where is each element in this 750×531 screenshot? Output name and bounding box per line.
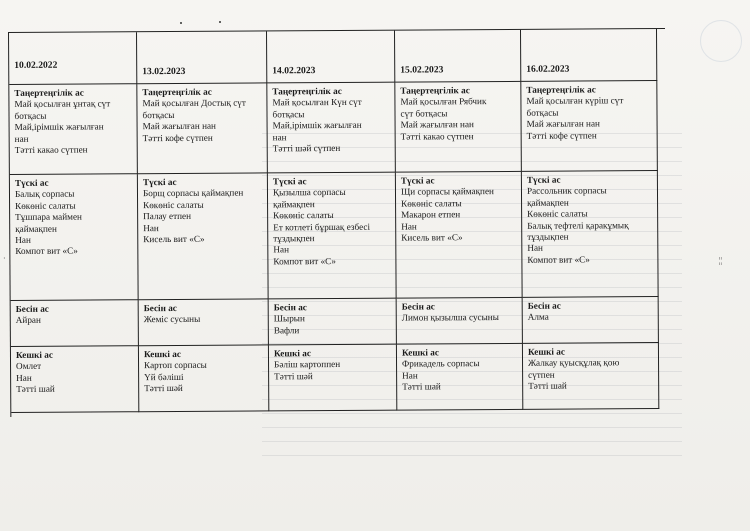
dish-line: Үй бәліші [144, 371, 184, 382]
dish-line: қаймақпен [527, 197, 569, 208]
dish-line: Тәтті кофе сүтпен [142, 132, 213, 143]
dish-line: Алма [527, 312, 549, 323]
dish-line: Тәтті шай [402, 381, 441, 392]
dish-line: ботқасы [526, 107, 559, 118]
dish-line: Фрикадель сорпасы [402, 358, 480, 370]
dish-line: Ет котлеті бұршақ езбесі [273, 221, 371, 233]
dish-line: қаймақпен [15, 223, 57, 234]
dish-line: Жалкау қуысқұлақ қою [528, 357, 620, 369]
menu-cell [10, 174, 139, 301]
dish-line: Май қосылған ұнтақ сүт [14, 98, 111, 110]
dish-line: Май жағылған нан [400, 119, 474, 130]
meal-title: Бесін ас [527, 300, 561, 311]
date-header [267, 31, 395, 84]
meal-title: Кешкі ас [143, 348, 181, 360]
dish-line: Шырын [273, 313, 305, 324]
dish-line: Нан [16, 372, 32, 383]
dish-line: Нан [143, 222, 159, 233]
dish-line: ботқасы [272, 109, 305, 120]
dish-line: Тұшпара маймен [15, 211, 82, 223]
meal-title: Түскі ас [526, 174, 561, 185]
date-header [137, 31, 267, 84]
dish-line: Тәтті шәй сүтпен [272, 143, 341, 154]
menu-cell [269, 345, 397, 412]
menu-cell [521, 81, 658, 172]
dish-line: тұздықпен [527, 231, 569, 242]
menu-cell [523, 343, 659, 410]
dish-line: Жеміс сусыны [143, 314, 201, 325]
dish-line: ботқасы [14, 110, 47, 121]
meal-title: Таңертеңгілік ас [272, 85, 342, 97]
dish-line: Компот вит «С» [273, 255, 336, 267]
date-label: 13.02.2023 [142, 65, 186, 77]
date-header [9, 32, 137, 85]
dish-line: Май қосылған Күн сүт [272, 97, 362, 108]
meal-title: Түскі ас [272, 176, 307, 187]
menu-cell [268, 173, 397, 300]
menu-cell [137, 83, 268, 174]
dish-line: тұздықпен [273, 233, 315, 244]
dish-line: Тәтті шай [528, 380, 567, 392]
dish-line: Вафли [273, 325, 300, 336]
dish-line: Тәтті шәй [144, 383, 183, 394]
dish-line: Нан [15, 234, 31, 245]
meal-title: Кешкі ас [527, 346, 565, 357]
dish-line: Балық тефтелі қаракұмық [527, 219, 629, 231]
dish-line: Көкөніс салаты [15, 200, 76, 211]
dish-line: Картоп сорпасы [144, 360, 207, 371]
menu-cell [11, 300, 139, 347]
menu-cell [139, 345, 269, 412]
dish-line: Май,ірімшік жағылған [272, 120, 362, 131]
menu-cell [397, 344, 523, 411]
dish-line: Тәтті кофе сүтпен [526, 130, 597, 141]
dish-line: Борщ сорпасы қаймақпен [142, 187, 244, 199]
menu-cell [397, 298, 523, 345]
menu-cell [396, 172, 523, 299]
date-header [521, 29, 657, 82]
meal-title: Түскі ас [142, 176, 177, 188]
meal-title: Бесін ас [401, 301, 435, 312]
dish-line: Нан [527, 243, 544, 254]
menu-cell [267, 83, 396, 174]
dish-line: Омлет [16, 361, 42, 372]
dish-line: нан [14, 133, 29, 144]
dish-line: ботқасы [142, 109, 175, 120]
date-label: 16.02.2023 [526, 63, 570, 75]
meal-title: Таңертеңгілік ас [400, 85, 470, 96]
meal-title: Кешкі ас [15, 349, 53, 360]
menu-cell [522, 171, 659, 298]
dish-line: Тәтті какао сүтпен [400, 130, 474, 142]
menu-cell [395, 82, 522, 173]
dish-line: Щи сорпасы қаймақпен [400, 186, 494, 198]
speck [180, 22, 182, 24]
margin-mark-left: · [3, 254, 6, 263]
menu-cell [11, 346, 139, 413]
date-header [395, 30, 521, 83]
dish-line: Көкөніс салаты [527, 208, 588, 220]
meal-title: Таңертеңгілік ас [14, 87, 84, 98]
meal-title: Таңертеңгілік ас [526, 84, 596, 95]
dish-line: Нан [401, 221, 417, 232]
dish-line: Қызылша сорпасы [272, 187, 346, 198]
dish-line: қаймақпен [273, 198, 315, 210]
dish-line: Май қосылған күріш сүт [526, 95, 624, 107]
dish-line: нан [272, 131, 287, 143]
dish-line: Май,ірімшік жағылған [14, 121, 104, 133]
dish-line: Лимон қызылша сусыны [401, 312, 499, 324]
date-label: 10.02.2022 [14, 59, 58, 71]
weekly-menu-table [8, 28, 667, 417]
dish-line: сүтпен [528, 369, 555, 380]
menu-cell [9, 84, 138, 175]
dish-line: Нан [273, 244, 290, 255]
dish-line: Май жағылған нан [142, 120, 216, 132]
dish-line: Палау етпен [143, 211, 192, 222]
menu-cell [138, 173, 269, 300]
dish-line: Кисель вит «С» [401, 232, 463, 243]
dish-line: Тәтті какао сүтпен [14, 144, 88, 155]
dish-line: Көкөніс салаты [401, 198, 462, 209]
dish-line: Рассольник сорпасы [526, 185, 607, 197]
date-label: 14.02.2023 [272, 64, 316, 76]
meal-title: Бесін ас [273, 302, 307, 313]
menu-cell [523, 297, 659, 344]
dish-line: Компот вит «С» [527, 254, 590, 265]
menu-cell [269, 299, 397, 346]
meal-title: Таңертеңгілік ас [142, 86, 212, 98]
dish-line: Бәліш картоппен [274, 359, 341, 370]
dish-line: Макарон етпен [401, 209, 461, 220]
meal-title: Түскі ас [400, 175, 435, 186]
date-label: 15.02.2023 [400, 63, 444, 76]
dish-line: Тәтті шай [16, 383, 55, 395]
dish-line: Май қосылған Достық сүт [142, 97, 246, 109]
dish-line: Көкөніс салаты [273, 210, 334, 221]
dish-line: Кисель вит «С» [143, 233, 205, 245]
meal-title: Түскі ас [14, 177, 49, 188]
menu-cell [139, 299, 269, 346]
meal-title: Бесін ас [143, 302, 177, 314]
dish-line: Балық сорпасы [14, 189, 75, 200]
dish-line: Компот вит «С» [15, 246, 78, 257]
dish-line: Май қосылған Рябчик [400, 96, 487, 108]
faint-stamp-mark [700, 20, 742, 62]
dish-line: Айран [15, 315, 41, 326]
dish-line: сүт ботқасы [400, 108, 448, 119]
meal-title: Кешкі ас [401, 347, 439, 358]
meal-title: Бесін ас [15, 303, 49, 314]
dish-line: Май жағылған нан [526, 118, 600, 130]
meal-title: Кешкі ас [273, 348, 311, 359]
dish-line: Тәтті шәй [274, 370, 313, 382]
dish-line: Көкөніс салаты [143, 199, 204, 210]
margin-mark-right: ¦¦ [718, 256, 722, 265]
dish-line: Нан [402, 370, 418, 381]
speck [219, 21, 221, 23]
